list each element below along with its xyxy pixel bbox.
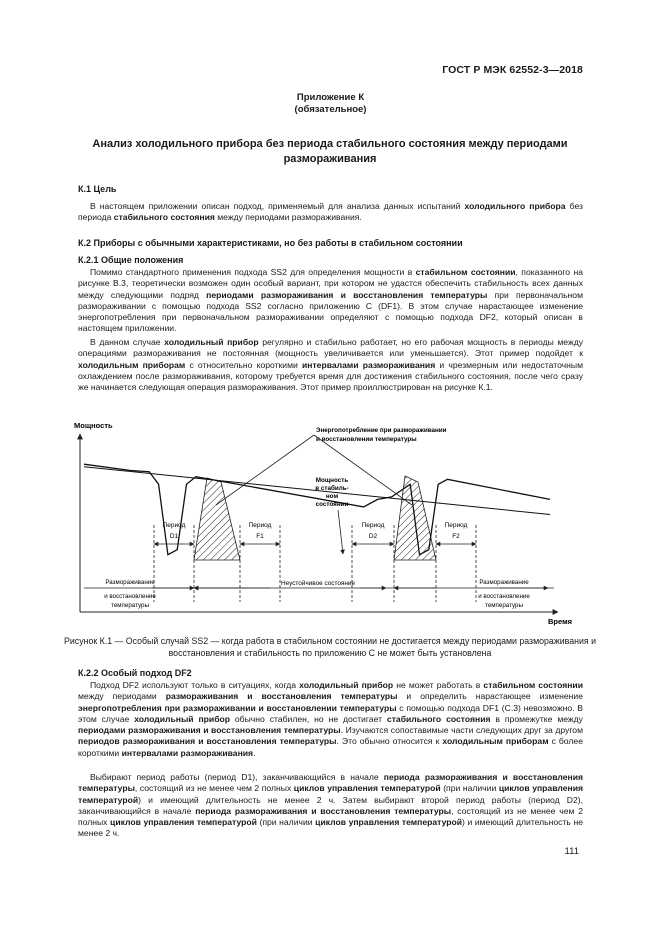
label-period-d1-2: D1	[169, 533, 179, 540]
appendix-title: Приложение К	[296, 92, 365, 103]
appendix-status: (обязательное)	[294, 104, 367, 115]
label-period-f2-2: F2	[452, 533, 460, 540]
label-period-d2-2: D2	[368, 533, 378, 540]
label-defrost-right-1: Размораживание	[479, 579, 529, 586]
section-k22-para2: Выбирают период работы (период D1), заканчивающийся в начале периода размораживания и восстановления температуры, состоящий из не менее чем 2 полных циклов управления температурой (при наличии циклов управления температурой) и имеющий длительность не менее 2 ч. Затем выбирают второй период работы (период D2), заканчивающийся в начале периода размораживания и восстановления температуры, состоящий из не менее чем 2 полных циклов управления температурой (при наличии циклов управления температурой) и имеющий длительность не менее 2 ч.	[78, 772, 583, 839]
section-k21-title: К.2.1 Общие положения	[78, 255, 184, 265]
label-energy-2: и восстановлении температуры	[316, 436, 417, 443]
label-defrost-right-3: температуры	[485, 602, 523, 609]
section-k1-text: В настоящем приложении описан подход, применяемый для анализа данных испытаний холодильного прибора без периода стабильного состояния между периодами размораживания.	[78, 201, 583, 223]
label-power-steady-3: ном	[325, 493, 339, 500]
label-power-steady-1: Мощность	[315, 477, 349, 484]
label-energy-1: Энергопотребление при размораживании	[316, 427, 447, 434]
figure-caption: Рисунок К.1 — Особый случай SS2 — когда работа в стабильном состоянии не достигается между периодами размораживания и восстановления и стабильность по приложению С не может быть установлена	[64, 636, 596, 658]
label-period-d1-1: Период	[162, 522, 186, 529]
figure-k1-chart	[60, 420, 580, 630]
label-defrost-left-1: Размораживание	[105, 579, 155, 586]
label-period-f2-1: Период	[444, 522, 468, 529]
page-number: 111	[564, 846, 579, 857]
label-defrost-left-3: температуры	[111, 602, 149, 609]
label-non-steady: Неустойчивое состояние	[280, 580, 356, 587]
label-defrost-left-2: и восстановление	[104, 593, 156, 600]
energy-leader-left	[216, 435, 314, 505]
section-k22-title: К.2.2 Особый подход DF2	[78, 668, 192, 678]
label-period-d2-1: Период	[361, 522, 385, 529]
power-steady-arrow	[338, 510, 343, 554]
defrost-peak-1-area	[194, 478, 240, 560]
label-defrost-right-2: и восстановление	[478, 593, 530, 600]
section-k2-title: К.2 Приборы с обычными характеристиками, но без работы в стабильном состоянии	[78, 238, 463, 248]
y-axis-label: Мощность	[74, 421, 113, 430]
section-k21-para1: Помимо стандартного применения подхода SS2 для определения мощности в стабильном состоянии, показанного на рисунке В.3, теоретически возможен один особый вариант, при котором не удастся обеспечить стабильность всех данных между следующими подряд периодами размораживания и восстановления температуры при первоначальном размораживании с помощью подхода SS2 согласно приложению С (DF1). В этом случае нарастающее изменение энергопотребления при первоначальном размораживании определяют с помощью подхода DF2, который описан в настоящем приложении.	[78, 267, 583, 334]
section-k21-para2: В данном случае холодильный прибор регулярно и стабильно работает, но его рабочая мощность в периоды между операциями размораживания не постоянная (мощность увеличивается или уменьшается). Этот пример подойдет к холодильным приборам с относительно короткими интервалами размораживания и чрезмерным или недостаточным охлаждением после размораживания, которому требуется время для достижения стабильного состояния, после чего сразу же начинается следующая операция размораживания. Этот пример проиллюстрирован на рисунке К.1.	[78, 337, 584, 393]
label-power-steady-2: в стабиль-	[315, 485, 349, 492]
section-k22-para1: Подход DF2 используют только в ситуациях, когда холодильный прибор не может работать в стабильном состоянии между периодами размораживания и восстановления температуры и определить нарастающее изменение энергопотребления при размораживании и восстановлении температуры с помощью подхода DF1 (С.3) невозможно. В этом случае холодильный прибор обычно стабилен, но не достигает стабильного состояния в промежутке между периодами размораживания и восстановления температуры. Изучаются сопоставимые части следующих друг за другом периодов размораживания и восстановления температуры. Это обычно относится к холодильным приборам с более короткими интервалами размораживания.	[78, 680, 584, 758]
standard-header: ГОСТ Р МЭК 62552-3—2018	[442, 64, 583, 76]
label-power-steady-4: состоянии	[315, 501, 349, 508]
appendix-heading: Анализ холодильного прибора без периода стабильного состояния между периодами размораживания	[92, 138, 568, 165]
section-k1-title: К.1 Цель	[78, 184, 117, 194]
label-period-f1-2: F1	[256, 533, 264, 540]
x-axis-label: Время	[548, 617, 572, 626]
label-period-f1-1: Период	[248, 522, 272, 529]
